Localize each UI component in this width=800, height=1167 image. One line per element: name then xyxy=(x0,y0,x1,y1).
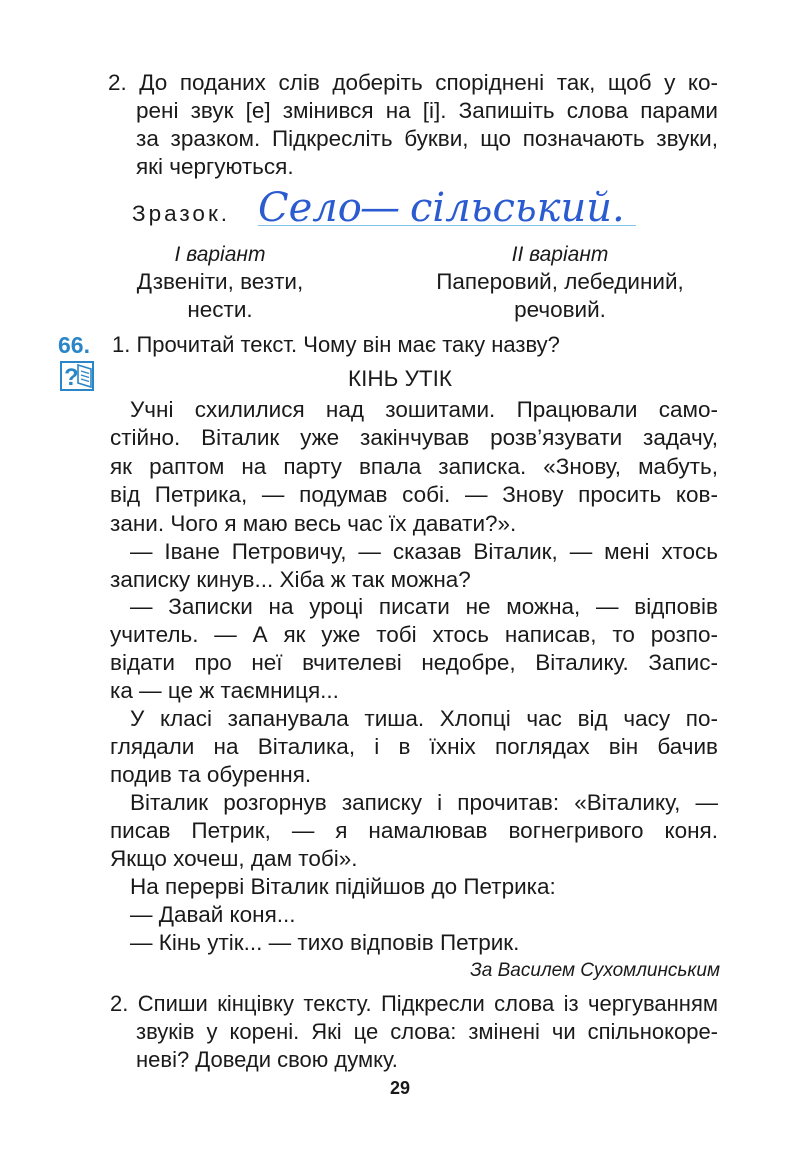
svg-text:?: ? xyxy=(64,364,79,391)
variant-2-title: II варіант xyxy=(511,243,609,266)
task-line: за зразком. Підкресліть букви, що позначають звуки, xyxy=(136,126,718,151)
text-line: глядали на Віталика, і в їхніх поглядах він бачив xyxy=(110,734,718,759)
text-author: За Василем Сухомлинським xyxy=(470,960,720,981)
text-line: Якщо хочеш, дам тобі». xyxy=(110,846,358,871)
text-line: У класі запанувала тиша. Хлопці час від часу по- xyxy=(130,706,718,731)
variant-1-line: Дзвеніти, везти, xyxy=(136,269,304,294)
text-line: писав Петрик, — я намалював вогнегривого коня. xyxy=(110,818,718,843)
task-2-line: неві? Доведи свою думку. xyxy=(136,1047,398,1072)
sample-label: Зразок. xyxy=(132,201,231,226)
text-line: учитель. — А як уже тобі хтось написав, то розпо- xyxy=(110,622,718,647)
text-line: Віталик розгорнув записку і прочитав: «Віталику, — xyxy=(130,790,718,815)
task-2-line: 2. Спиши кінцівку тексту. Підкресли слова із чергуванням xyxy=(110,991,718,1016)
sample-word-2: сільський. xyxy=(410,185,625,231)
task-line: які чергуються. xyxy=(136,154,294,179)
text-line: На перерві Віталик підійшов до Петрика: xyxy=(130,874,556,899)
text-line: — Записки на уроці писати не можна, — відповів xyxy=(130,594,718,619)
page-number: 29 xyxy=(389,1078,411,1098)
sample-dash: — xyxy=(360,185,400,231)
task-2-line: звуків у корені. Які це слова: змінені чи спільнокоре- xyxy=(136,1019,718,1044)
text-line: відати про неї вчителеві недобре, Віталику. Запис- xyxy=(110,650,718,675)
sample-word-1: Село xyxy=(258,185,362,231)
text-title: КІНЬ УТІК xyxy=(347,366,453,391)
text-line: ка — це ж таємниця... xyxy=(110,678,339,703)
text-line: Учні схилилися над зошитами. Працювали само- xyxy=(130,397,718,422)
variant-1-title: I варіант xyxy=(174,243,266,266)
variant-2-line: речовий. xyxy=(514,297,606,322)
text-line: — Кінь утік... — тихо відповів Петрик. xyxy=(130,930,520,955)
text-line: — Іване Петровичу, — сказав Віталик, — мені хтось xyxy=(130,539,718,564)
text-line: записку кинув... Хіба ж так можна? xyxy=(110,567,471,592)
task-line: рені звук [е] змінився на [і]. Запишіть слова парами xyxy=(136,98,718,123)
exercise-task-1: 1. Прочитай текст. Чому він має таку назву? xyxy=(112,332,560,357)
variant-2-line: Паперовий, лебединий, xyxy=(436,269,684,294)
text-line: як раптом на парту впала записка. «Знову, мабуть, xyxy=(110,454,718,479)
exercise-number: 66. xyxy=(58,332,90,358)
text-line: від Петрика, — подумав собі. — Знову просить ков- xyxy=(110,482,718,507)
task-line: 2. До поданих слів доберіть споріднені так, щоб у ко- xyxy=(108,70,718,95)
text-line: зани. Чого я маю весь час їх давати?». xyxy=(110,511,517,536)
text-line: подив та обурення. xyxy=(110,762,312,787)
text-line: стійно. Віталик уже закінчував розв’язувати задачу, xyxy=(110,425,718,450)
variant-1-line: нести. xyxy=(187,297,253,322)
text-line: — Давай коня... xyxy=(130,902,296,927)
